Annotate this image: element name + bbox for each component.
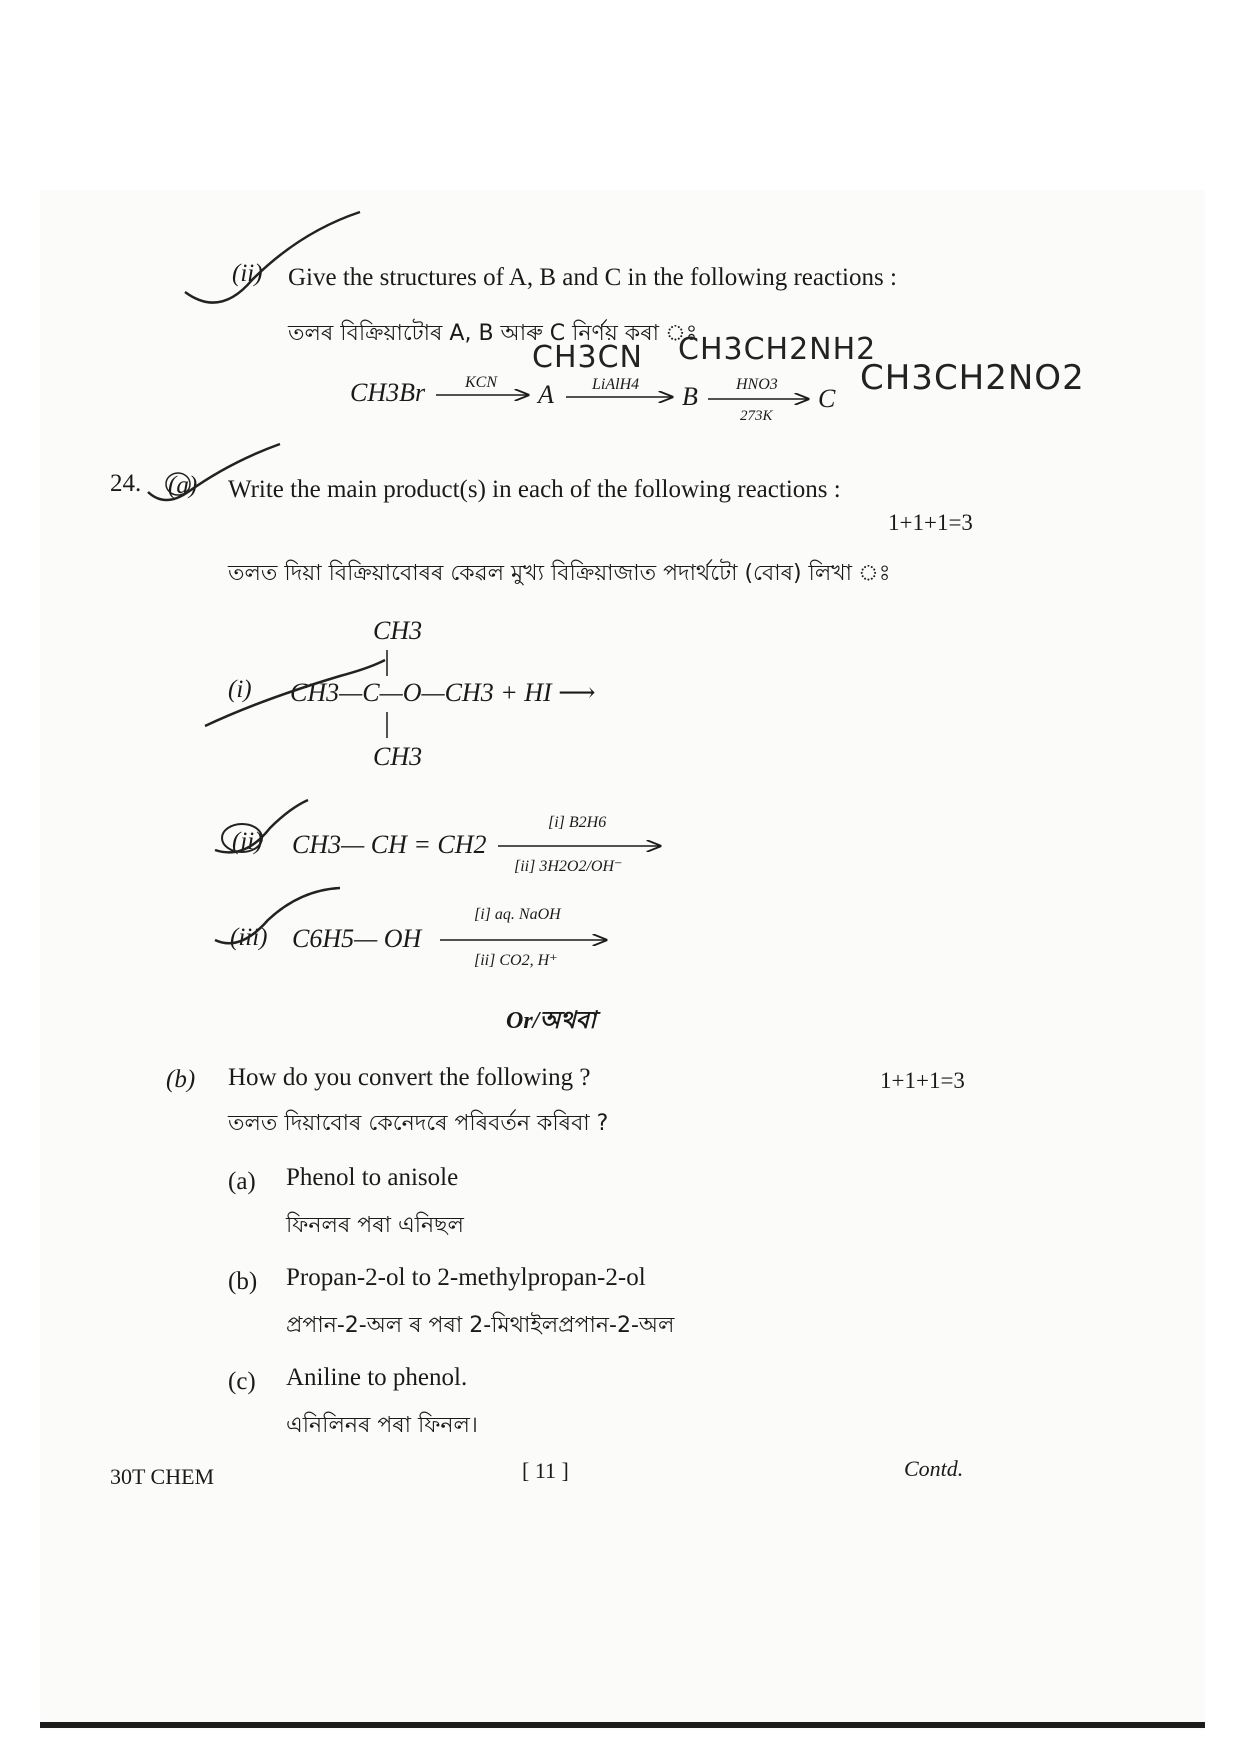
q24a-question-bn: তলত দিয়া বিক্ৰিয়াবোৰৰ কেৱল মুখ্য বিক্ৰিয়াজাত পদাৰ্থটো (বোৰ) লিখা ঃ <box>228 561 891 586</box>
handwritten-answer-c: CH3CH2NO2 <box>860 358 1085 398</box>
pen-tick-iii <box>215 888 340 943</box>
q24a-iii-reagent-bottom: [ii] CO2, H⁺ <box>474 952 558 969</box>
q24b-item-c-bn: এনিলিনৰ পৰা ফিনল। <box>286 1413 478 1438</box>
q24b-question-bn: তলত দিয়াবোৰ কেনেদৰে পৰিবৰ্তন কৰিবা ? <box>228 1111 609 1136</box>
q24b-item-c-en: Aniline to phenol. <box>286 1364 468 1391</box>
q24a-question-en: Write the main product(s) in each of the following reactions : <box>228 476 841 503</box>
q23ii-product-b: B <box>682 382 698 411</box>
pen-tick-q23ii <box>185 212 360 303</box>
q23ii-product-c: C <box>818 384 836 413</box>
q24a-ii-label: (ii) <box>232 828 263 855</box>
q24b-question-en: How do you convert the following ? <box>228 1064 591 1091</box>
q24a-i-main-chain: CH3—C—O—CH3 + HI ⟶ <box>290 678 596 707</box>
q24a-label: (a) <box>168 472 198 499</box>
q24a-iii-reagent-top: [i] aq. NaOH <box>474 906 561 923</box>
q24b-item-b-en: Propan-2-ol to 2-methylpropan-2-ol <box>286 1264 646 1291</box>
q23ii-product-a: A <box>538 380 554 409</box>
q23ii-reagent-1: KCN <box>465 374 498 391</box>
q23ii-label: (ii) <box>232 260 263 287</box>
q23ii-question-bn: তলৰ বিক্ৰিয়াটোৰ A, B আৰু C নিৰ্ণয় কৰা ঃ <box>288 321 698 346</box>
q24a-iii-reactant: C6H5— OH <box>292 924 422 953</box>
footer-paper-code: 30T CHEM <box>110 1464 215 1489</box>
q24a-i-top-methyl: CH3 <box>373 616 423 645</box>
q24a-i-label: (i) <box>228 676 252 703</box>
q24a-ii-reagent-top: [i] B2H6 <box>548 814 607 831</box>
q23ii-reagent-3: HNO3 <box>736 376 778 393</box>
q24b-item-a-label: (a) <box>228 1168 256 1195</box>
q24b-item-c-label: (c) <box>228 1368 256 1395</box>
q24a-iii-label: (iii) <box>230 924 268 951</box>
handwritten-answer-a: CH3CN <box>532 340 643 375</box>
q23ii-reactant: CH3Br <box>350 378 426 407</box>
q24b-item-b-label: (b) <box>228 1268 258 1295</box>
q24b-item-a-en: Phenol to anisole <box>286 1164 459 1191</box>
q24a-ii-reactant: CH3— CH = CH2 <box>292 830 487 859</box>
footer-contd: Contd. <box>904 1456 964 1481</box>
q24b-item-b-bn: প্ৰপান-2-অল ৰ পৰা 2-মিথাইলপ্ৰপান-2-অল <box>286 1313 675 1338</box>
q24a-marks: 1+1+1=3 <box>888 510 973 535</box>
pen-tick-ii <box>215 800 308 852</box>
pen-circle-a <box>166 473 190 495</box>
q24b-marks: 1+1+1=3 <box>880 1068 965 1093</box>
q24a-ii-reagent-bottom: [ii] 3H2O2/OH⁻ <box>514 858 623 875</box>
q23ii-reagent-2: LiAlH4 <box>592 376 640 393</box>
handwritten-answer-b: CH3CH2NH2 <box>678 332 877 367</box>
q24b-item-a-bn: ফিনলৰ পৰা এনিছল <box>286 1213 464 1238</box>
q24-number: 24. <box>110 470 142 497</box>
q23ii-question-en: Give the structures of A, B and C in the following reactions : <box>288 264 897 291</box>
q24a-i-bottom-methyl: CH3 <box>373 742 423 771</box>
footer-page-number: [ 11 ] <box>522 1458 569 1483</box>
pen-circle-ii <box>222 824 262 852</box>
pen-tick-q24a <box>148 444 280 500</box>
q23ii-condition-3: 273K <box>740 408 773 424</box>
pen-tick-i <box>205 660 385 726</box>
q24b-label: (b) <box>166 1066 196 1093</box>
or-separator: Or/অথবা <box>506 1008 596 1034</box>
